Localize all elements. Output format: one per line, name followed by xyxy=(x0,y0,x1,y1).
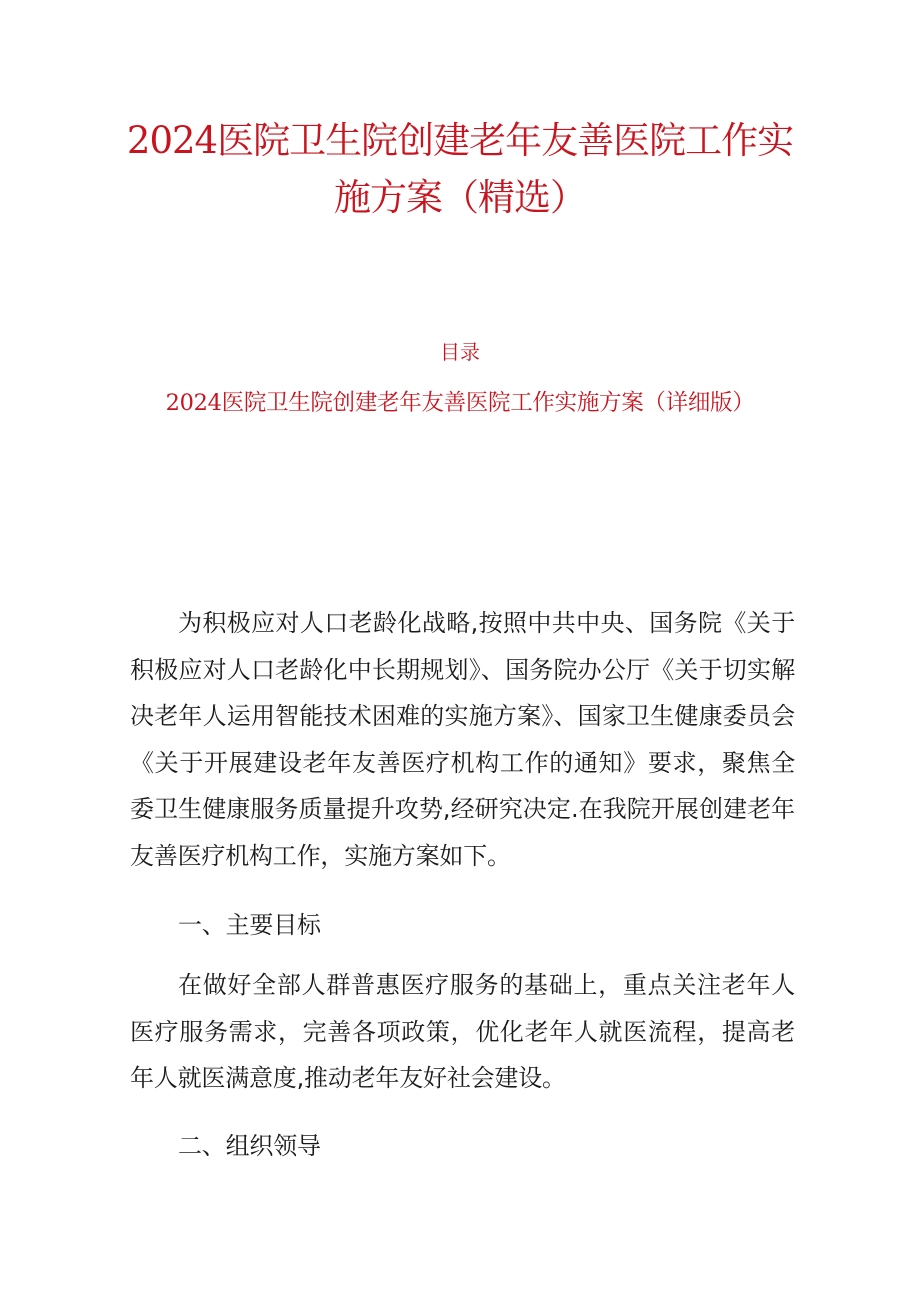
toc-entry-link[interactable]: 2024医院卫生院创建老年友善医院工作实施方案（详细版） xyxy=(165,390,755,416)
body-paragraph-goals: 在做好全部人群普惠医疗服务的基础上，重点关注老年人医疗服务需求，完善各项政策，优化老年人就医流程，提高老年人就医满意度,推动老年友好社会建设。 xyxy=(130,971,795,1092)
body-paragraph-intro: 为积极应对人口老龄化战略,按照中共中央、国务院《关于积极应对人口老龄化中长期规划》、国务院办公厅《关于切实解决老年人运用智能技术困难的实施方案》、国家卫生健康委员会《关于开展建设老年友善医疗机构工作的通知》要求，聚焦全委卫生健康服务质量提升攻势,经研究决定.在我院开展创建老年友善医疗机构工作，实施方案如下。 xyxy=(130,609,795,870)
document-title: 2024医院卫生院创建老年友善医院工作实施方案（精选） xyxy=(126,119,794,219)
section-heading-main-goals: 一、主要目标 xyxy=(178,911,321,939)
section-heading-organization: 二、组织领导 xyxy=(178,1132,321,1160)
toc-heading: 目录 xyxy=(440,340,480,364)
